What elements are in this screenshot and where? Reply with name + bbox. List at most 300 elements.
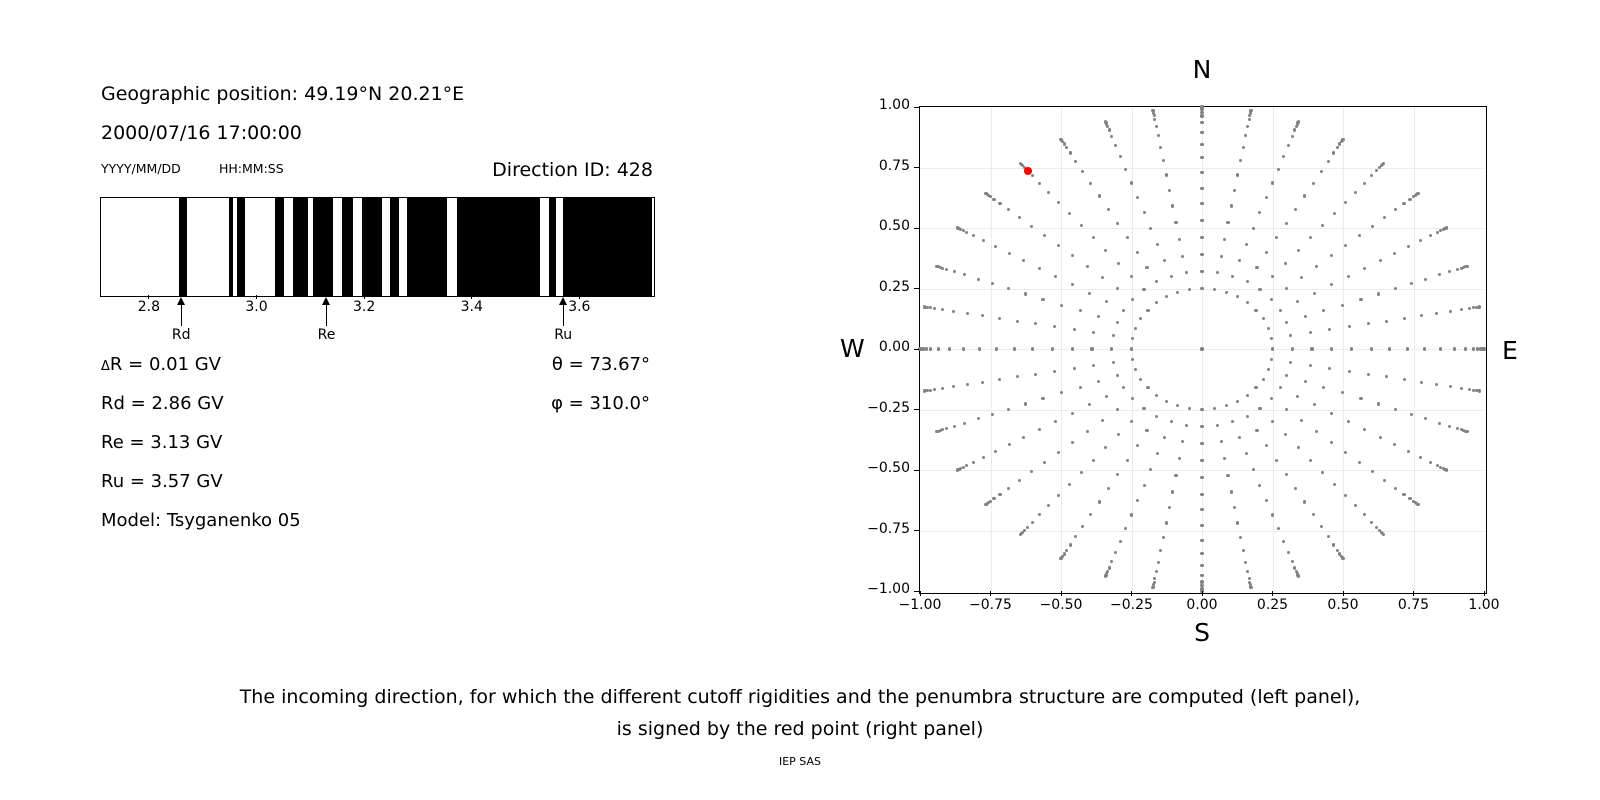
scatter-dot [1344, 201, 1347, 204]
scatter-dot [1429, 461, 1432, 464]
scatter-dot [1246, 125, 1249, 128]
scatter-dot [1034, 322, 1037, 325]
scatter-dot [1007, 287, 1010, 290]
scatter-dot [1303, 500, 1306, 503]
scatter-dot [1439, 347, 1442, 350]
scatter-dot [1131, 397, 1134, 400]
scatter-dot [1270, 298, 1273, 301]
scatter-dot [1482, 347, 1485, 350]
scatter-dot [1435, 312, 1438, 315]
scatter-dot [1438, 273, 1441, 276]
scatter-dot [1279, 309, 1282, 312]
x-tick-label: 0.00 [1186, 597, 1218, 613]
x-tick-label: −0.75 [969, 597, 1012, 613]
scatter-dot [1088, 403, 1091, 406]
scatter-dot [1347, 420, 1350, 423]
scatter-dot [1406, 347, 1409, 350]
scatter-dot [1073, 328, 1076, 331]
scatter-dot [1347, 275, 1350, 278]
scatter-dot [1420, 381, 1423, 384]
penumbra-bar [275, 198, 284, 296]
scatter-dot [1460, 308, 1463, 311]
scatter-dot [1007, 487, 1010, 490]
scatter-dot [1130, 347, 1133, 350]
scatter-dot [1321, 471, 1324, 474]
scatter-dot [1007, 408, 1010, 411]
scatter-dot [1088, 292, 1091, 295]
scatter-dot [982, 456, 985, 459]
scatter-dot [1359, 298, 1362, 301]
y-tick [914, 288, 919, 289]
scatter-dot [1248, 118, 1251, 121]
scatter-dot [991, 413, 994, 416]
gridline-horizontal [920, 228, 1484, 229]
scatter-dot [1047, 504, 1050, 507]
scatter-dot [1449, 310, 1452, 313]
scatter-dot [1071, 347, 1074, 350]
scatter-dot [1244, 134, 1247, 137]
scatter-dot [1131, 358, 1134, 361]
scatter-dot [1216, 424, 1219, 427]
scatter-dot [1402, 493, 1405, 496]
scatter-dot [1438, 422, 1441, 425]
scatter-dot [1031, 521, 1034, 524]
scatter-dot [1059, 557, 1062, 560]
x-tick [1202, 591, 1203, 596]
scatter-dot [1200, 171, 1203, 174]
scatter-dot [933, 388, 936, 391]
scatter-dot [1119, 540, 1122, 543]
scatter-dot [1255, 266, 1258, 269]
scatter-dot [1104, 575, 1107, 578]
scatter-dot [1478, 305, 1481, 308]
scatter-dot [1420, 314, 1423, 317]
scatter-dot [966, 312, 969, 315]
scatter-dot [1377, 292, 1380, 295]
scatter-dot [1296, 395, 1299, 398]
x-tick [1272, 591, 1273, 596]
scatter-dot [1370, 521, 1373, 524]
scatter-dot [935, 265, 938, 268]
scatter-dot [1267, 327, 1270, 330]
credit-text: IEP SAS [778, 755, 822, 768]
x-tick-label: 0.25 [1256, 597, 1289, 613]
scatter-dot [1139, 378, 1142, 381]
scatter-dot [1038, 182, 1041, 185]
scatter-dot [1370, 174, 1373, 177]
scatter-dot [1200, 236, 1203, 239]
penumbra-bar [313, 198, 333, 296]
scatter-dot [1321, 224, 1324, 227]
scatter-dot [1165, 521, 1168, 524]
scatter-dot [1155, 394, 1158, 397]
scatter-dot [1122, 386, 1125, 389]
scatter-dot [1262, 378, 1265, 381]
scatter-dot [1013, 347, 1016, 350]
scatter-dot [1289, 334, 1292, 337]
scatter-dot [1230, 204, 1233, 207]
scatter-dot [1246, 301, 1249, 304]
scatter-dot [1200, 121, 1203, 124]
scatter-dot [1359, 397, 1362, 400]
scatter-dot [1258, 288, 1261, 291]
scatter-dot [1074, 160, 1077, 163]
scatter-dot [991, 282, 994, 285]
scatter-dot [992, 198, 995, 201]
scatter-dot [1136, 251, 1139, 254]
scatter-dot [1155, 125, 1158, 128]
scatter-dot [1086, 430, 1089, 433]
scatter-dot [956, 468, 959, 471]
caption-line-2: is signed by the red point (right panel) [616, 718, 984, 740]
scatter-dot [1200, 143, 1203, 146]
scatter-dot [1231, 275, 1234, 278]
scatter-dot [1344, 494, 1347, 497]
scatter-dot [1110, 135, 1113, 138]
scatter-dot [1142, 288, 1145, 291]
scatter-dot [1371, 470, 1374, 473]
time-format-label: HH:MM:SS [219, 161, 284, 176]
scatter-dot [1394, 487, 1397, 490]
scatter-dot [1030, 225, 1033, 228]
penumbra-tick-label: 3.6 [568, 299, 591, 315]
scatter-dot [1200, 111, 1203, 114]
scatter-dot [1153, 118, 1156, 121]
scatter-dot [1110, 347, 1113, 350]
scatter-dot [1416, 192, 1419, 195]
scatter-dot [1181, 440, 1184, 443]
scatter-dot [1008, 252, 1011, 255]
scatter-dot [1200, 425, 1203, 428]
scatter-dot [1134, 368, 1137, 371]
scatter-dot [1126, 236, 1129, 239]
x-tick [1131, 591, 1132, 596]
scatter-dot [1156, 452, 1159, 455]
scatter-dot [1200, 459, 1203, 462]
scatter-dot [1313, 292, 1316, 295]
scatter-dot [1226, 221, 1229, 224]
scatter-dot [1031, 347, 1034, 350]
scatter-dot [1344, 451, 1347, 454]
scatter-dot [952, 385, 955, 388]
scatter-dot [1216, 271, 1219, 274]
scatter-dot [1151, 586, 1154, 589]
scatter-dot [1200, 580, 1203, 583]
scatter-dot [1136, 444, 1139, 447]
scatter-dot [1057, 244, 1060, 247]
scatter-dot [1291, 560, 1294, 563]
caption-line-1: The incoming direction, for which the different cutoff rigidities and the penumbra structure are computed (left panel), [239, 686, 1361, 708]
scatter-dot [1233, 506, 1236, 509]
scatter-dot [1200, 564, 1203, 567]
scatter-dot [1284, 433, 1287, 436]
scatter-dot [1136, 196, 1139, 199]
scatter-dot [1105, 395, 1108, 398]
penumbra-bar [362, 198, 382, 296]
scatter-dot [1285, 287, 1288, 290]
scatter-dot [1131, 298, 1134, 301]
scatter-dot [1448, 270, 1451, 273]
scatter-dot [1309, 459, 1312, 462]
gridline-vertical [1414, 107, 1415, 591]
scatter-dot [941, 387, 944, 390]
scatter-dot [1174, 221, 1177, 224]
x-tick [990, 591, 991, 596]
phi-value: φ = 310.0° [551, 393, 650, 414]
re-value: Re = 3.13 GV [101, 432, 223, 453]
scatter-dot [1230, 490, 1233, 493]
scatter-dot [1388, 347, 1391, 350]
scatter-dot [1330, 254, 1333, 257]
scatter-dot [1242, 146, 1245, 149]
scatter-dot [1119, 155, 1122, 158]
scatter-dot [1024, 402, 1027, 405]
scatter-dot [1110, 560, 1113, 563]
scatter-dot [1478, 389, 1481, 392]
x-tick [1061, 591, 1062, 596]
scatter-dot [1419, 239, 1422, 242]
scatter-dot [1333, 212, 1336, 215]
scatter-dot [1291, 135, 1294, 138]
scatter-dot [1416, 503, 1419, 506]
scatter-dot [1026, 526, 1029, 529]
scatter-dot [998, 378, 1001, 381]
scatter-dot [1262, 317, 1265, 320]
scatter-dot [1136, 499, 1139, 502]
scatter-dot [1464, 347, 1467, 350]
scatter-dot [1117, 262, 1120, 265]
scatter-dot [1245, 243, 1248, 246]
scatter-dot [1330, 347, 1333, 350]
scatter-dot [1130, 181, 1133, 184]
scatter-dot [965, 231, 968, 234]
scatter-dot [1112, 334, 1115, 337]
scatter-dot [998, 317, 1001, 320]
scatter-dot [1043, 461, 1046, 464]
scatter-dot [1098, 194, 1101, 197]
scatter-dot [1265, 444, 1268, 447]
x-tick [920, 591, 921, 596]
scatter-dot [1168, 189, 1171, 192]
scatter-dot [1246, 570, 1249, 573]
scatter-dot [1456, 268, 1459, 271]
scatter-dot [1363, 428, 1366, 431]
scatter-dot [1060, 304, 1063, 307]
scatter-dot [1124, 168, 1127, 171]
scatter-dot [1350, 347, 1353, 350]
scatter-dot [1322, 386, 1325, 389]
datetime-text: 2000/07/16 17:00:00 [101, 122, 302, 144]
scatter-dot [1393, 252, 1396, 255]
y-tick-label: 0.25 [878, 278, 910, 295]
scatter-dot [1057, 451, 1060, 454]
scatter-dot [998, 493, 1001, 496]
x-tick-label: 0.75 [1397, 597, 1430, 613]
scatter-dot [972, 234, 975, 237]
scatter-dot [994, 245, 997, 248]
scatter-dot [1354, 504, 1357, 507]
scatter-dot [1279, 386, 1282, 389]
cutoff-arrow-stem [326, 304, 327, 326]
scatter-dot [1080, 224, 1083, 227]
scatter-dot [1258, 211, 1261, 214]
scatter-dot [1296, 300, 1299, 303]
scatter-dot [1407, 450, 1410, 453]
penumbra-bar [237, 198, 245, 296]
scatter-dot [1213, 407, 1216, 410]
scatter-dot [1200, 131, 1203, 134]
scatter-dot [995, 347, 998, 350]
scatter-dot [1090, 347, 1093, 350]
scatter-dot [1383, 479, 1386, 482]
scatter-dot [1107, 208, 1110, 211]
scatter-dot [1155, 570, 1158, 573]
scatter-dot [1157, 134, 1160, 137]
scatter-dot [1289, 361, 1292, 364]
scatter-dot [1448, 425, 1451, 428]
scatter-dot [1057, 494, 1060, 497]
scatter-dot [1315, 265, 1318, 268]
scatter-dot [1156, 243, 1159, 246]
scatter-dot [1236, 173, 1239, 176]
scatter-dot [1038, 267, 1041, 270]
scatter-dot [937, 347, 940, 350]
scatter-dot [1200, 408, 1203, 411]
scatter-dot [953, 270, 956, 273]
scatter-dot [1143, 211, 1146, 214]
scatter-dot [982, 239, 985, 242]
scatter-dot [1367, 373, 1370, 376]
scatter-dot [1265, 499, 1268, 502]
scatter-dot [1363, 513, 1366, 516]
scatter-dot [1131, 337, 1134, 340]
scatter-dot [1363, 267, 1366, 270]
scatter-dot [1200, 524, 1203, 527]
scatter-dot [1271, 275, 1274, 278]
scatter-dot [1200, 270, 1203, 273]
scatter-dot [1043, 234, 1046, 237]
y-tick-label: 0.50 [878, 218, 910, 234]
scatter-dot [1053, 325, 1056, 328]
scatter-dot [1038, 428, 1041, 431]
red-point [1024, 167, 1032, 175]
scatter-dot [1254, 386, 1257, 389]
scatter-dot [1225, 404, 1228, 407]
cutoff-arrow-stem [181, 304, 182, 326]
delta-r-value [101, 355, 221, 376]
scatter-dot [1178, 457, 1181, 460]
scatter-dot [1220, 440, 1223, 443]
scatter-dot [1142, 407, 1145, 410]
scatter-dot [1200, 253, 1203, 256]
scatter-dot [977, 417, 980, 420]
scatter-dot [1375, 169, 1378, 172]
scatter-dot [1254, 309, 1257, 312]
scatter-dot [1024, 292, 1027, 295]
scatter-dot [948, 347, 951, 350]
y-tick-label: −0.50 [867, 460, 910, 476]
scatter-dot [1159, 549, 1162, 552]
scatter-dot [1341, 557, 1344, 560]
scatter-dot [1031, 174, 1034, 177]
scatter-dot [1354, 191, 1357, 194]
penumbra-plot [100, 197, 655, 297]
scatter-dot [992, 497, 995, 500]
scatter-dot [1275, 459, 1278, 462]
scatter-dot [1092, 459, 1095, 462]
x-tick-label: −0.25 [1110, 597, 1153, 613]
scatter-dot [1226, 474, 1229, 477]
cutoff-arrow-label: Re [317, 327, 336, 343]
scatter-dot [1445, 468, 1448, 471]
scatter-dot [1248, 577, 1251, 580]
penumbra-bar [390, 198, 399, 296]
scatter-dot [1069, 151, 1072, 154]
scatter-dot [1285, 222, 1288, 225]
scatter-dot [1069, 543, 1072, 546]
scatter-dot [1270, 337, 1273, 340]
y-tick-label: 0.75 [878, 157, 910, 174]
scatter-dot [1116, 222, 1119, 225]
scatter-dot [1081, 525, 1084, 528]
rd-value: Rd = 2.86 GV [101, 393, 224, 414]
scatter-dot [1116, 321, 1119, 324]
south-label: S [1194, 618, 1210, 647]
scatter-dot [1200, 476, 1203, 479]
scatter-dot [929, 306, 932, 309]
scatter-dot [1291, 347, 1294, 350]
scatter-dot [1327, 535, 1330, 538]
scatter-dot [994, 450, 997, 453]
scatter-dot [1130, 420, 1133, 423]
scatter-dot [929, 389, 932, 392]
scatter-dot [1126, 459, 1129, 462]
scatter-dot [1163, 259, 1166, 262]
scatter-dot [1424, 278, 1427, 281]
scatter-dot [1309, 364, 1312, 367]
scatter-dot [1114, 551, 1117, 554]
model-value: Model: Tsyganenko 05 [101, 510, 301, 531]
scatter-dot [1293, 128, 1296, 131]
scatter-dot [1419, 456, 1422, 459]
scatter-dot [1071, 412, 1074, 415]
scatter-dot [1297, 249, 1300, 252]
scatter-dot [1363, 182, 1366, 185]
penumbra-bar [342, 198, 353, 296]
scatter-dot [1327, 160, 1330, 163]
scatter-dot [1341, 304, 1344, 307]
scatter-dot [1382, 162, 1385, 165]
penumbra-bar [229, 198, 234, 296]
scatter-dot [1092, 364, 1095, 367]
scatter-dot [1320, 525, 1323, 528]
scatter-dot [1297, 446, 1300, 449]
scatter-dot [1385, 320, 1388, 323]
scatter-dot [1403, 378, 1406, 381]
scatter-dot [1134, 327, 1137, 330]
scatter-dot [1370, 347, 1373, 350]
scatter-dot [1105, 300, 1108, 303]
y-tick-label: 1.00 [878, 97, 910, 113]
scatter-dot [1309, 331, 1312, 334]
scatter-dot [1393, 443, 1396, 446]
penumbra-tick-label: 3.0 [245, 299, 268, 315]
scatter-dot [1097, 315, 1100, 318]
scatter-dot [1315, 430, 1318, 433]
scatter-dot [953, 425, 956, 428]
scatter-dot [1200, 552, 1203, 555]
scatter-dot [1435, 383, 1438, 386]
